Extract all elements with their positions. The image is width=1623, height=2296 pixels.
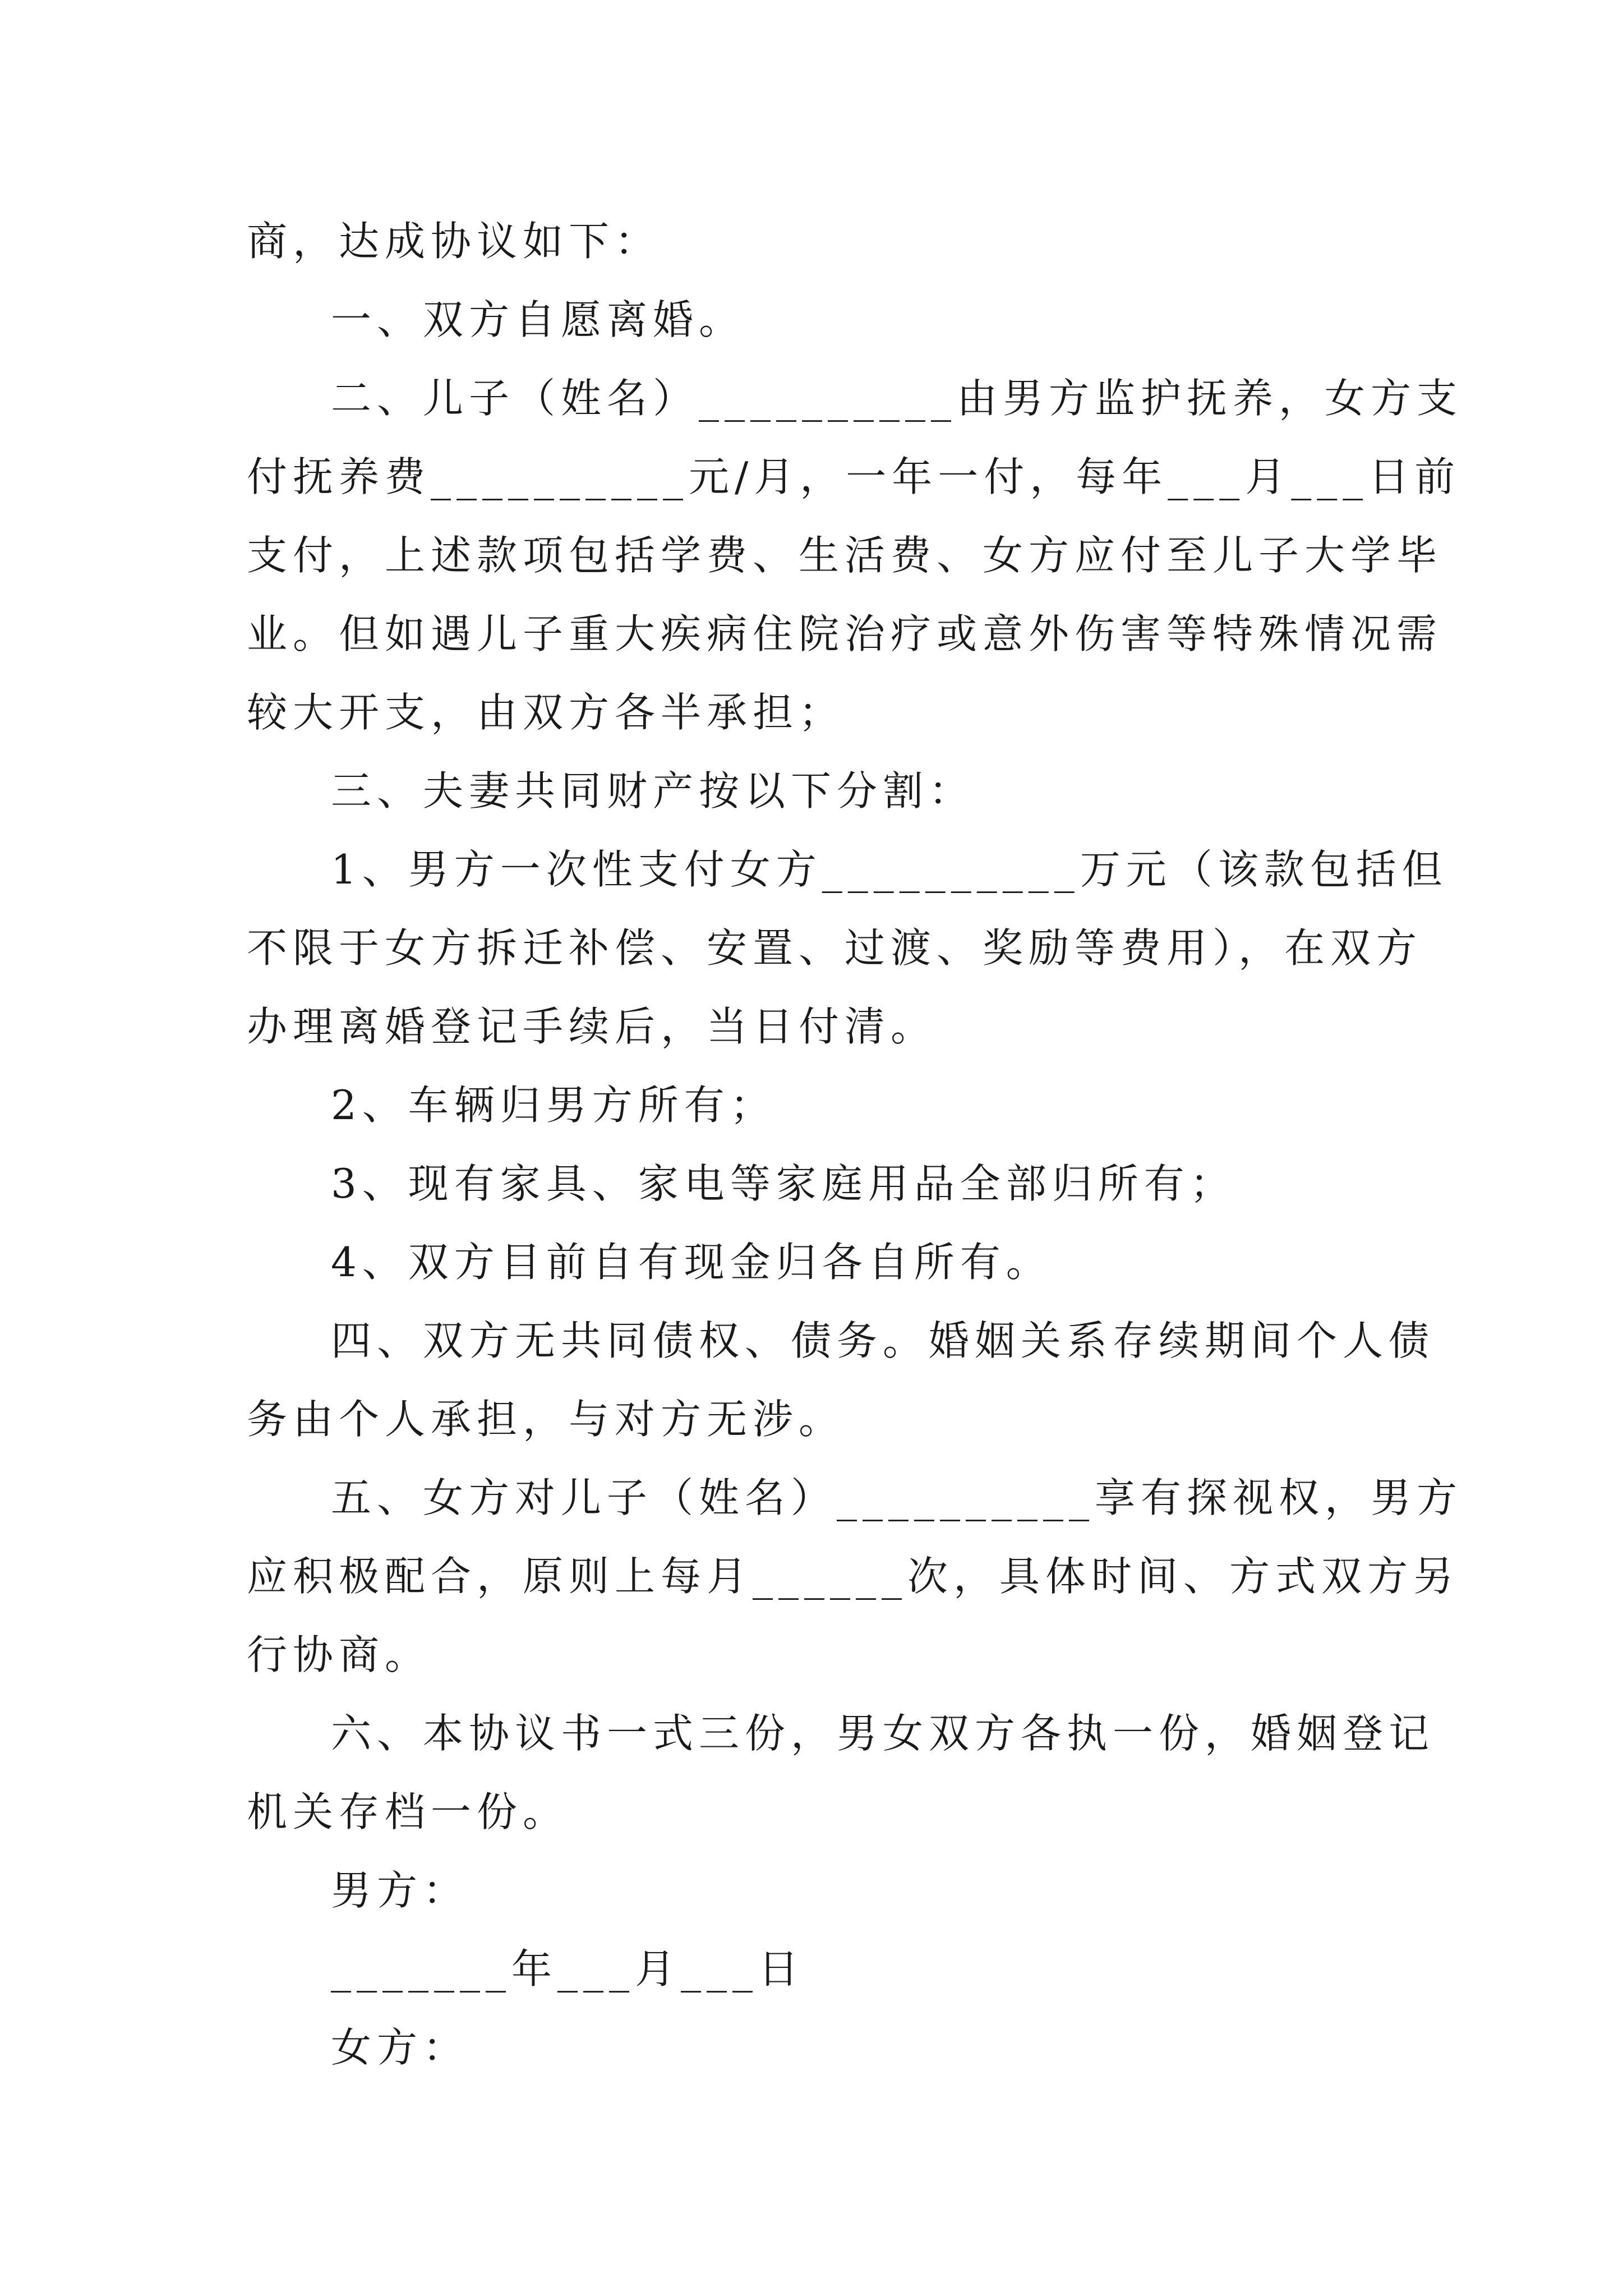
signature-female-label: 女方： (331, 2024, 469, 2071)
text-line: 较大开支，由双方各半承担； (247, 689, 845, 736)
text-line: 1、男方一次性支付女方__________万元（该款包括但 (331, 846, 1448, 893)
text-line: 三、夫妻共同财产按以下分割： (331, 767, 975, 815)
text-line: 办理离婚登记手续后，当日付清。 (247, 1003, 937, 1050)
text-line: 支付，上述款项包括学费、生活费、女方应付至儿子大学毕 (247, 532, 1443, 579)
text-line: 2、车辆归男方所有； (331, 1082, 776, 1129)
text-line: 务由个人承担，与对方无涉。 (247, 1396, 845, 1443)
text-line: 商，达成协议如下： (247, 218, 661, 265)
text-line: 业。但如遇儿子重大疾病住院治疗或意外伤害等特殊情况需 (247, 610, 1443, 657)
text-line: 行协商。 (247, 1631, 431, 1678)
agreement-body (247, 202, 1463, 2087)
text-line: 机关存档一份。 (247, 1788, 569, 1835)
text-line: 四、双方无共同债权、债务。婚姻关系存续期间个人债 (331, 1317, 1435, 1364)
text-line: 一、双方自愿离婚。 (331, 296, 745, 343)
text-line: 二、儿子（姓名）__________由男方监护抚养，女方支 (331, 375, 1463, 422)
signature-date-line: _______年___月___日 (331, 1945, 804, 1993)
text-line: 六、本协议书一式三份，男女双方各执一份，婚姻登记 (331, 1710, 1435, 1757)
text-line: 不限于女方拆迁补偿、安置、过渡、奖励等费用），在双方 (247, 924, 1423, 972)
text-line: 付抚养费__________元/月，一年一付，每年___月___日前 (247, 453, 1461, 500)
text-line: 3、现有家具、家电等家庭用品全部归所有； (331, 1160, 1236, 1207)
text-line: 应积极配合，原则上每月______次，具体时间、方式双方另 (247, 1553, 1460, 1600)
text-line: 五、女方对儿子（姓名）__________享有探视权，男方 (331, 1474, 1463, 1521)
signature-male-label: 男方： (331, 1867, 469, 1914)
text-line: 4、双方目前自有现金归各自所有。 (331, 1239, 1052, 1286)
